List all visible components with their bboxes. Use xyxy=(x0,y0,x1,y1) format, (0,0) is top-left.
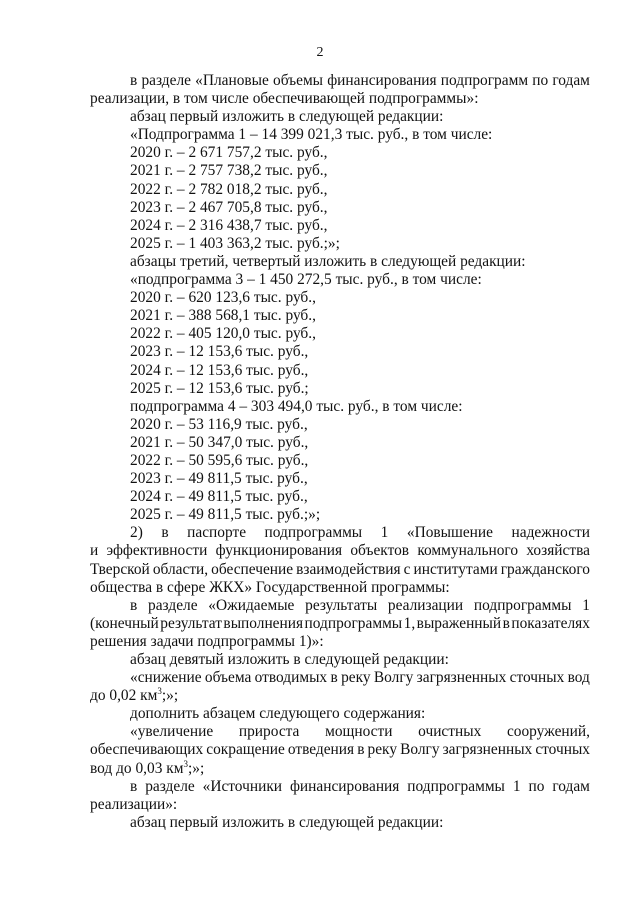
word: реку xyxy=(367,741,398,759)
text-line xyxy=(90,362,590,380)
word: подпрограммы xyxy=(407,777,505,795)
word: прироста xyxy=(238,723,300,741)
text-line xyxy=(90,651,590,669)
word: надежности xyxy=(511,524,590,542)
word: эффективности xyxy=(106,542,208,560)
word: результаты xyxy=(305,596,378,614)
word: сточных xyxy=(535,741,590,759)
word: Тверской xyxy=(90,560,150,578)
text-line xyxy=(90,615,590,633)
word: объемы xyxy=(273,72,324,89)
line-text: 2025 г. – 49 811,5 тыс. руб.;»; xyxy=(130,506,321,524)
superscript: 3 xyxy=(183,758,188,769)
word: (конечный xyxy=(90,614,159,632)
text-line xyxy=(90,90,590,108)
line-tail: ;»; xyxy=(161,687,179,705)
text-line xyxy=(90,814,590,832)
text-line xyxy=(90,669,590,687)
line-text: 2025 г. – 1 403 363,2 тыс. руб.;»; xyxy=(130,234,340,252)
word: Волгу xyxy=(373,669,414,687)
word: 1 xyxy=(380,524,389,542)
line-tail: ;»; xyxy=(187,759,205,777)
text-line xyxy=(90,452,590,470)
word: обеспечивающих xyxy=(90,741,204,759)
word: «Ожидаемые xyxy=(208,596,295,614)
word: 1 xyxy=(512,777,521,795)
document-body xyxy=(90,72,590,832)
line-text: абзац девятый изложить в следующей редакции: xyxy=(130,651,449,668)
word: коммунального xyxy=(417,542,519,560)
text-line xyxy=(90,488,590,506)
line-text: 2025 г. – 12 153,6 тыс. руб.; xyxy=(130,379,309,397)
word: функционирования xyxy=(215,542,343,560)
word: подпрограммы xyxy=(264,524,363,542)
word: в xyxy=(357,741,365,759)
text-line xyxy=(90,778,590,796)
line-text: 2022 г. – 2 782 018,2 тыс. руб., xyxy=(130,180,328,198)
text-line xyxy=(90,579,590,597)
line-text: 2023 г. – 49 811,5 тыс. руб., xyxy=(130,470,308,488)
word: 1 xyxy=(582,596,590,614)
text-line xyxy=(90,633,590,651)
text-line xyxy=(90,271,590,289)
word: выполнения xyxy=(223,614,304,632)
word: очистных xyxy=(418,723,482,741)
word: мощности xyxy=(325,723,393,741)
word: финансирования xyxy=(289,777,400,795)
word: в xyxy=(130,596,138,614)
word: в xyxy=(130,72,138,89)
word: разделе xyxy=(148,596,198,614)
text-line xyxy=(90,561,590,579)
text-line xyxy=(90,217,590,235)
text-line xyxy=(90,470,590,488)
text-line xyxy=(90,506,590,524)
word: подпрограммы xyxy=(304,614,403,632)
word: в xyxy=(330,669,338,687)
text-line xyxy=(90,524,590,542)
page-number: 2 xyxy=(316,45,324,60)
word: «Источники xyxy=(202,777,283,795)
text-line xyxy=(90,723,590,741)
word: паспорте xyxy=(187,524,247,542)
line-text: 2021 г. – 50 347,0 тыс. руб., xyxy=(130,433,309,451)
word: гражданского xyxy=(500,560,590,578)
word: «снижение xyxy=(130,669,202,687)
word: показателях xyxy=(511,614,590,632)
word: годам xyxy=(552,72,590,89)
text-line xyxy=(90,108,590,126)
line-text: 2020 г. – 2 671 757,2 тыс. руб., xyxy=(130,144,328,162)
word: финансирования xyxy=(327,72,437,89)
word: загрязненных xyxy=(416,669,507,687)
word: отведения xyxy=(287,741,355,759)
line-text: «Подпрограмма 1 – 14 399 021,3 тыс. руб., в том числе: xyxy=(130,126,493,144)
line-text: реализации, в том числе обеспечивающей подпрограммы»: xyxy=(90,90,479,108)
word: области, xyxy=(152,560,209,578)
superscript: 3 xyxy=(157,686,162,697)
text-line xyxy=(90,289,590,307)
word: сточных xyxy=(509,669,565,687)
word: отводимых xyxy=(254,669,328,687)
word: с xyxy=(403,560,411,578)
text-line xyxy=(90,72,590,90)
line-text: 2021 г. – 388 568,1 тыс. руб., xyxy=(130,307,316,325)
text-line xyxy=(90,542,590,560)
text-line xyxy=(90,687,590,705)
line-text: реализации»: xyxy=(90,795,178,813)
line-text: абзацы третий, четвертый изложить в следующей редакции: xyxy=(130,252,526,270)
word: хозяйства xyxy=(526,542,590,560)
line-text: 2021 г. – 2 757 738,2 тыс. руб., xyxy=(130,162,328,180)
text-line xyxy=(90,416,590,434)
line-text: решения задачи подпрограммы 1)»: xyxy=(90,632,324,650)
word: результат xyxy=(160,614,222,632)
word: 2) xyxy=(130,524,143,542)
text-line xyxy=(90,253,590,271)
word: 1, xyxy=(403,614,416,632)
word: реализации xyxy=(387,596,464,614)
line-text: 2024 г. – 12 153,6 тыс. руб., xyxy=(130,361,309,379)
word: объема xyxy=(204,669,252,687)
line-text: 2023 г. – 12 153,6 тыс. руб., xyxy=(130,343,309,361)
word: обеспечение xyxy=(211,560,294,578)
line-text: абзац первый изложить в следующей редакции: xyxy=(130,108,444,126)
word: загрязненных xyxy=(442,741,533,759)
line-text: 2020 г. – 53 116,9 тыс. руб., xyxy=(130,415,308,433)
word: вод xyxy=(567,669,590,687)
text-line xyxy=(90,144,590,162)
line-text: до 0,02 км xyxy=(90,687,158,705)
line-text: 2022 г. – 50 595,6 тыс. руб., xyxy=(130,451,309,469)
text-line xyxy=(90,235,590,253)
line-text: 2024 г. – 49 811,5 тыс. руб., xyxy=(130,488,308,506)
word: «увеличение xyxy=(130,723,214,741)
line-text: подпрограмма 4 – 303 494,0 тыс. руб., в том числе: xyxy=(130,397,463,415)
word: Волгу xyxy=(400,741,440,759)
word: сокращение xyxy=(206,741,285,759)
line-text: 2020 г. – 620 123,6 тыс. руб., xyxy=(130,289,316,307)
word: в xyxy=(130,777,138,795)
line-text: 2023 г. – 2 467 705,8 тыс. руб., xyxy=(130,198,328,216)
text-line xyxy=(90,398,590,416)
word: институтами xyxy=(413,560,498,578)
text-line xyxy=(90,434,590,452)
line-text: вод до 0,03 км xyxy=(90,759,184,777)
word: по xyxy=(532,72,549,89)
word: выраженный xyxy=(416,614,502,632)
line-text: 2024 г. – 2 316 438,7 тыс. руб., xyxy=(130,216,328,234)
word: подпрограмм xyxy=(440,72,529,89)
text-line xyxy=(90,343,590,361)
text-line xyxy=(90,307,590,325)
text-line xyxy=(90,126,590,144)
text-line xyxy=(90,199,590,217)
line-text: общества в сфере ЖКХ» Государственной программы: xyxy=(90,578,450,596)
text-line xyxy=(90,181,590,199)
word: разделе xyxy=(145,777,195,795)
text-line xyxy=(90,741,590,759)
text-line xyxy=(90,380,590,398)
word: и xyxy=(90,542,99,560)
text-line xyxy=(90,325,590,343)
word: реку xyxy=(341,669,371,687)
word: взаимодействия xyxy=(296,560,401,578)
text-line xyxy=(90,597,590,615)
text-line xyxy=(90,796,590,814)
text-line xyxy=(90,162,590,180)
word: по xyxy=(528,777,545,795)
word: в xyxy=(502,614,510,632)
word: в xyxy=(161,524,169,542)
word: «Плановые xyxy=(195,72,269,89)
word: подпрограммы xyxy=(473,596,572,614)
word: объектов xyxy=(350,542,410,560)
line-text: 2022 г. – 405 120,0 тыс. руб., xyxy=(130,325,316,343)
word: годам xyxy=(552,777,590,795)
word: «Повышение xyxy=(406,524,493,542)
word: сооружений, xyxy=(506,723,590,741)
text-line xyxy=(90,760,590,778)
word: разделе xyxy=(141,72,191,89)
line-text: дополнить абзацем следующего содержания: xyxy=(130,705,426,723)
line-text: абзац первый изложить в следующей редакции: xyxy=(130,813,444,831)
line-text: «подпрограмма 3 – 1 450 272,5 тыс. руб., в том числе: xyxy=(130,271,482,289)
text-line xyxy=(90,705,590,723)
